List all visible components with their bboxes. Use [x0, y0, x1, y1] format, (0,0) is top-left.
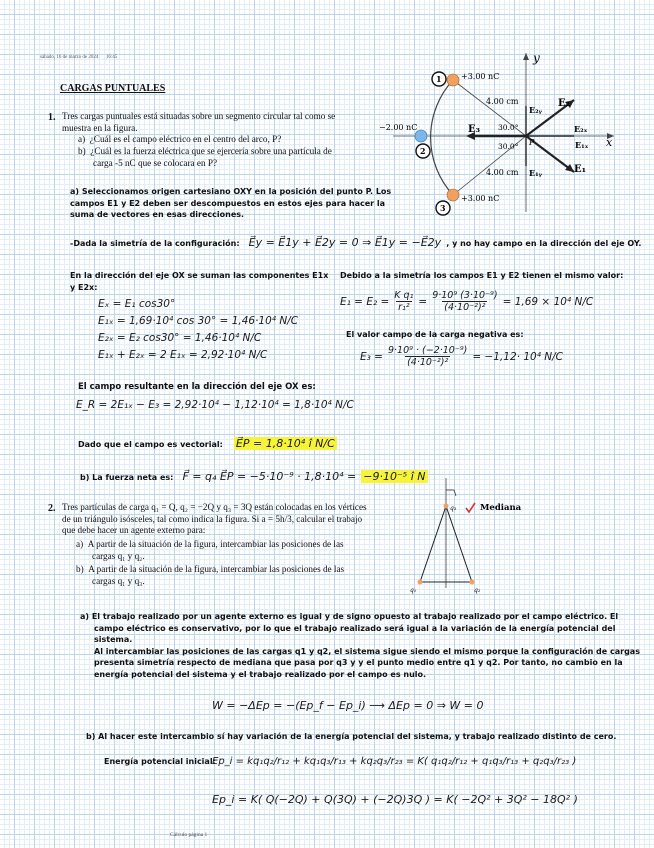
problem2-statement: Tres partículas de carga q₁ = Q, q₂ = −2Q y q₃ = 3Q están colocadas en los vértices de un triángulo isósceles, tal como indica la figura. Si a = 5h/3, calcular el trabajo que debe hacer un agente externo para: [62, 502, 367, 535]
figure1-diagram [378, 48, 618, 220]
symmetry-text: -Dada la simetría de la configuración: [70, 239, 240, 248]
distance2: 4.00 cm [486, 168, 519, 177]
label-e1: E₁ [574, 164, 587, 175]
point-p: P [529, 138, 535, 147]
label-e1x: E₁ₓ [575, 140, 589, 150]
vector-line [78, 432, 337, 451]
ox-equations [98, 296, 298, 364]
charge-q1-dot [418, 580, 423, 585]
problem1-statement: Tres cargas puntuales está situadas sobre un segmento circular tal como se muestra en la figura. [62, 111, 336, 133]
work-equation: W = −ΔEp = −(Ep_f − Ep_i) ⟶ ΔEp = 0 ⇒ W = 0 [212, 699, 484, 712]
problem2-a: a) A partir de la situación de la figura, intercambiar las posiciones de las cargas q₁ y q₂. [76, 539, 344, 561]
symmetry-equation: E⃗y = E⃗1y + E⃗2y = 0 ⇒ E⃗1y = −E⃗2y [248, 236, 442, 249]
check-icon [466, 503, 475, 512]
solution1-intro: a) Seleccionamos origen cartesiano OXY en la posición del punto P. Los campos E1 y E2 deben ser descompuestos en estos ejes para hacer la suma de vectores en esas direcciones. [70, 187, 392, 219]
sym-e1e2-text: Debido a la simetría los campos E1 y E2 tienen el mismo valor: [340, 271, 624, 280]
vector-equation: E⃗P = 1,8·10⁴ î N/C [235, 437, 335, 450]
charge-q2-dot [470, 580, 475, 585]
problem2-number: 2. [48, 503, 56, 514]
neg-charge-text: El valor campo de la carga negativa es: [346, 330, 524, 339]
y-axis-arrow [523, 53, 529, 60]
label-e2x: E₂ₓ [574, 124, 588, 134]
solution2-b: b) Al hacer este intercambio sí hay variación de la energía potencial del sistema, y trabajo realizado distinto de cero. [86, 732, 617, 741]
problem1-b: b) ¿Cuál es la fuerza eléctrica que se ejercería sobre una partícula de carga -5 nC que se colocara en P? [78, 146, 332, 168]
vector-text: Dado que el campo es vectorial: [78, 440, 223, 449]
charge2-value: −2.00 nC [379, 123, 418, 132]
label-3: 3 [440, 203, 446, 213]
figure2-triangle [410, 478, 570, 598]
force-text: b) La fuerza neta es: [80, 473, 174, 482]
force-line [80, 465, 428, 484]
eq-e1x: E₁ₓ = 1,69·10⁴ cos 30° = 1,46·10⁴ N/C [98, 315, 299, 327]
charge1-circle [447, 74, 459, 86]
energy-equation-2: Ep_i = K( Q(−2Q) + Q(3Q) + (−2Q)3Q ) = K( −2Q² + 3Q² − 18Q² ) [212, 793, 578, 806]
charge3-value: +3.00 nC [461, 194, 500, 203]
footer-text: Cálculo página 1 [170, 832, 208, 838]
angle-bottom: 30.0° [498, 142, 519, 151]
label-1: 1 [436, 74, 442, 84]
label-e2: E₂ [558, 98, 571, 109]
resultant-text: El campo resultante en la dirección del eje OX es: [78, 382, 316, 392]
symmetry-line [70, 231, 645, 250]
charge3-circle [447, 189, 459, 201]
solution2-a: a) El trabajo realizado por un agente externo es igual y de signo opuesto al trabajo realizado por el campo eléctrico. El campo eléctrico es conservativo, por lo que el trabajo realizado será igual a la variación de la energía potencial del sistema. Al intercambiar las posiciones de las cargas q1 y q2, el sistema sigue siendo el mismo porque la configuración de cargas presenta simetría respecto de mediana que pasa por q3 y y el punto medio entre q1 y q2. Por tanto, no cambio en la energía potencial del sistema y el trabajo realizado por el campo es nulo. [80, 612, 640, 679]
distance1: 4.00 cm [486, 97, 519, 106]
problem1-number: 1. [48, 112, 56, 123]
q3-label: q₃ [450, 505, 457, 512]
q1-label: q₁ [410, 587, 417, 594]
section-title: CARGAS PUNTUALES [60, 83, 166, 94]
label-2: 2 [420, 146, 426, 156]
label-e3: E₃ [468, 124, 481, 135]
eq-sum: E₁ₓ + E₂ₓ = 2 E₁ₓ = 2,92·10⁴ N/C [98, 349, 268, 361]
label-e2y: E₂ᵧ [529, 105, 542, 115]
problem1-a: a) ¿Cuál es el campo eléctrico en el centro del arco, P? [78, 134, 282, 144]
arc-segment [431, 80, 453, 195]
date-text: sábado, 16 de marzo de 2024 16:45 [40, 55, 118, 60]
neg-charge-equation: E₃ = $\frac{\text{9·10⁹ · (−2·10⁻⁹)}}{\text{(4·10⁻²)²}}$ = −1,12· 10⁴ N/C [360, 345, 563, 368]
energy-equation-1: Ep_i = kq₁q₂/r₁₂ + kq₁q₃/r₁₃ + kq₂q₃/r₂₃ = K( q₁q₂/r₁₂ + q₁q₃/r₁₃ + q₂q₃/r₂₃ ) [212, 756, 577, 767]
energy-label: Energía potencial inicial: [104, 757, 216, 766]
force-result: −9·10⁻⁵ î N [363, 470, 426, 483]
sym-e1e2-equation: E₁ = E₂ = $\frac{\text{K q₁}}{\text{r₁²}}$ = $\frac{\text{9·10⁹ (3·10⁻⁹)}}{\text{(4·10⁻²)²}}$ = 1,69 × 10⁴ N/C [340, 290, 594, 313]
angle-top: 30.0° [498, 123, 519, 132]
median-pointer [446, 490, 456, 496]
x-axis-label: x [606, 136, 613, 149]
eq-ex: Eₓ = E₁ cos30° [98, 298, 176, 310]
ox-direction-text: En la dirección del eje OX se suman las componentes E1x y E2x: [70, 271, 329, 292]
charge-q3-dot [444, 504, 449, 509]
force-equation: F⃗ = q₄ E⃗P = −5·10⁻⁹ · 1,8·10⁴ = [182, 470, 357, 483]
symmetry-tail: , y no hay campo en la dirección del eje OY. [446, 239, 642, 248]
problem2-b: b) A partir de la situación de la figura, intercambiar las posiciones de las cargas q₁ y q₃. [76, 564, 345, 586]
charge1-value: +3.00 nC [461, 72, 500, 81]
label-e1y: E₁ᵧ [529, 168, 542, 178]
y-axis-label: y [533, 51, 540, 65]
median-label: Mediana [480, 503, 522, 513]
q2-label: q₂ [474, 587, 481, 594]
eq-e2x: E₂ₓ = E₂ cos30° = 1,46·10⁴ N/C [98, 332, 262, 344]
resultant-equation: E_R = 2E₁ₓ − E₃ = 2,92·10⁴ − 1,12·10⁴ = 1,8·10⁴ N/C [76, 399, 354, 411]
